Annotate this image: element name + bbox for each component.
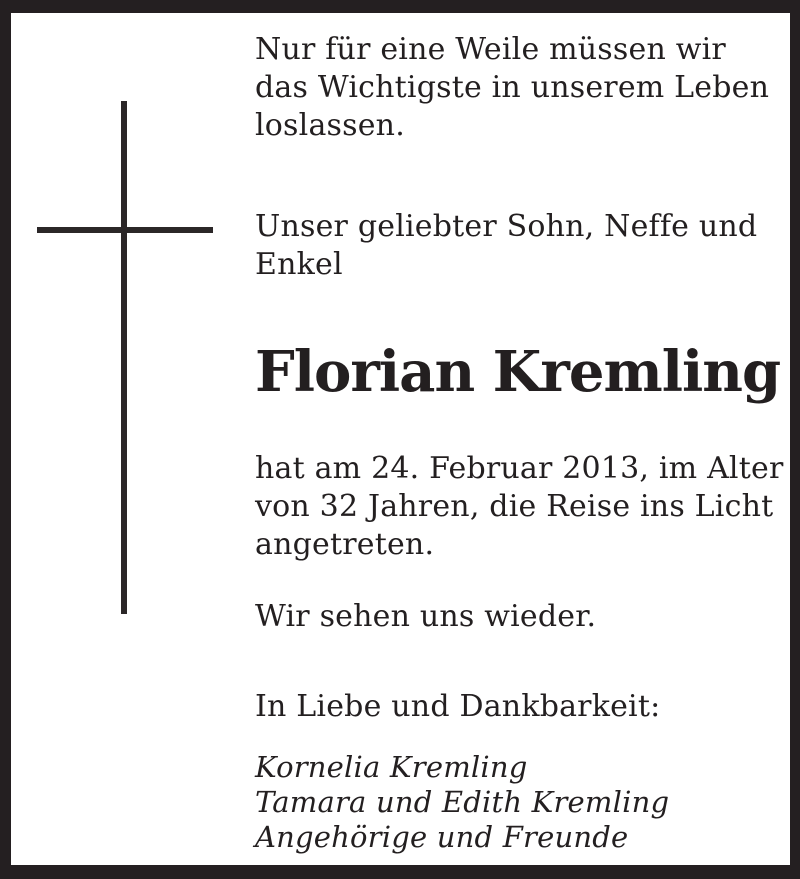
verse-line: das Wichtigste in unserem Leben xyxy=(255,70,770,105)
announcement-line: hat am 24. Februar 2013, im Alter xyxy=(255,451,784,486)
announcement-line: angetreten. xyxy=(255,527,435,562)
verse-line: loslassen. xyxy=(255,108,405,143)
mourner-line: Kornelia Kremling xyxy=(255,750,528,784)
deceased-name: Florian Kremling xyxy=(255,339,781,405)
relation-line: Enkel xyxy=(255,247,343,282)
verse-text xyxy=(255,31,775,145)
cross-vertical-bar xyxy=(121,101,127,614)
relation-line: Unser geliebter Sohn, Neffe und xyxy=(255,209,758,244)
cross-horizontal-bar xyxy=(37,227,213,233)
announcement-text xyxy=(255,450,784,564)
relation-text xyxy=(255,208,775,284)
verse-line: Nur für eine Weile müssen wir xyxy=(255,32,726,67)
mourners-list xyxy=(255,750,775,855)
mourner-line: Angehörige und Freunde xyxy=(255,820,629,854)
farewell-text: Wir sehen uns wieder. xyxy=(255,599,597,634)
closing-text: In Liebe und Dankbarkeit: xyxy=(255,689,661,724)
announcement-line: von 32 Jahren, die Reise ins Licht xyxy=(255,489,774,524)
mourner-line: Tamara und Edith Kremling xyxy=(255,785,670,819)
